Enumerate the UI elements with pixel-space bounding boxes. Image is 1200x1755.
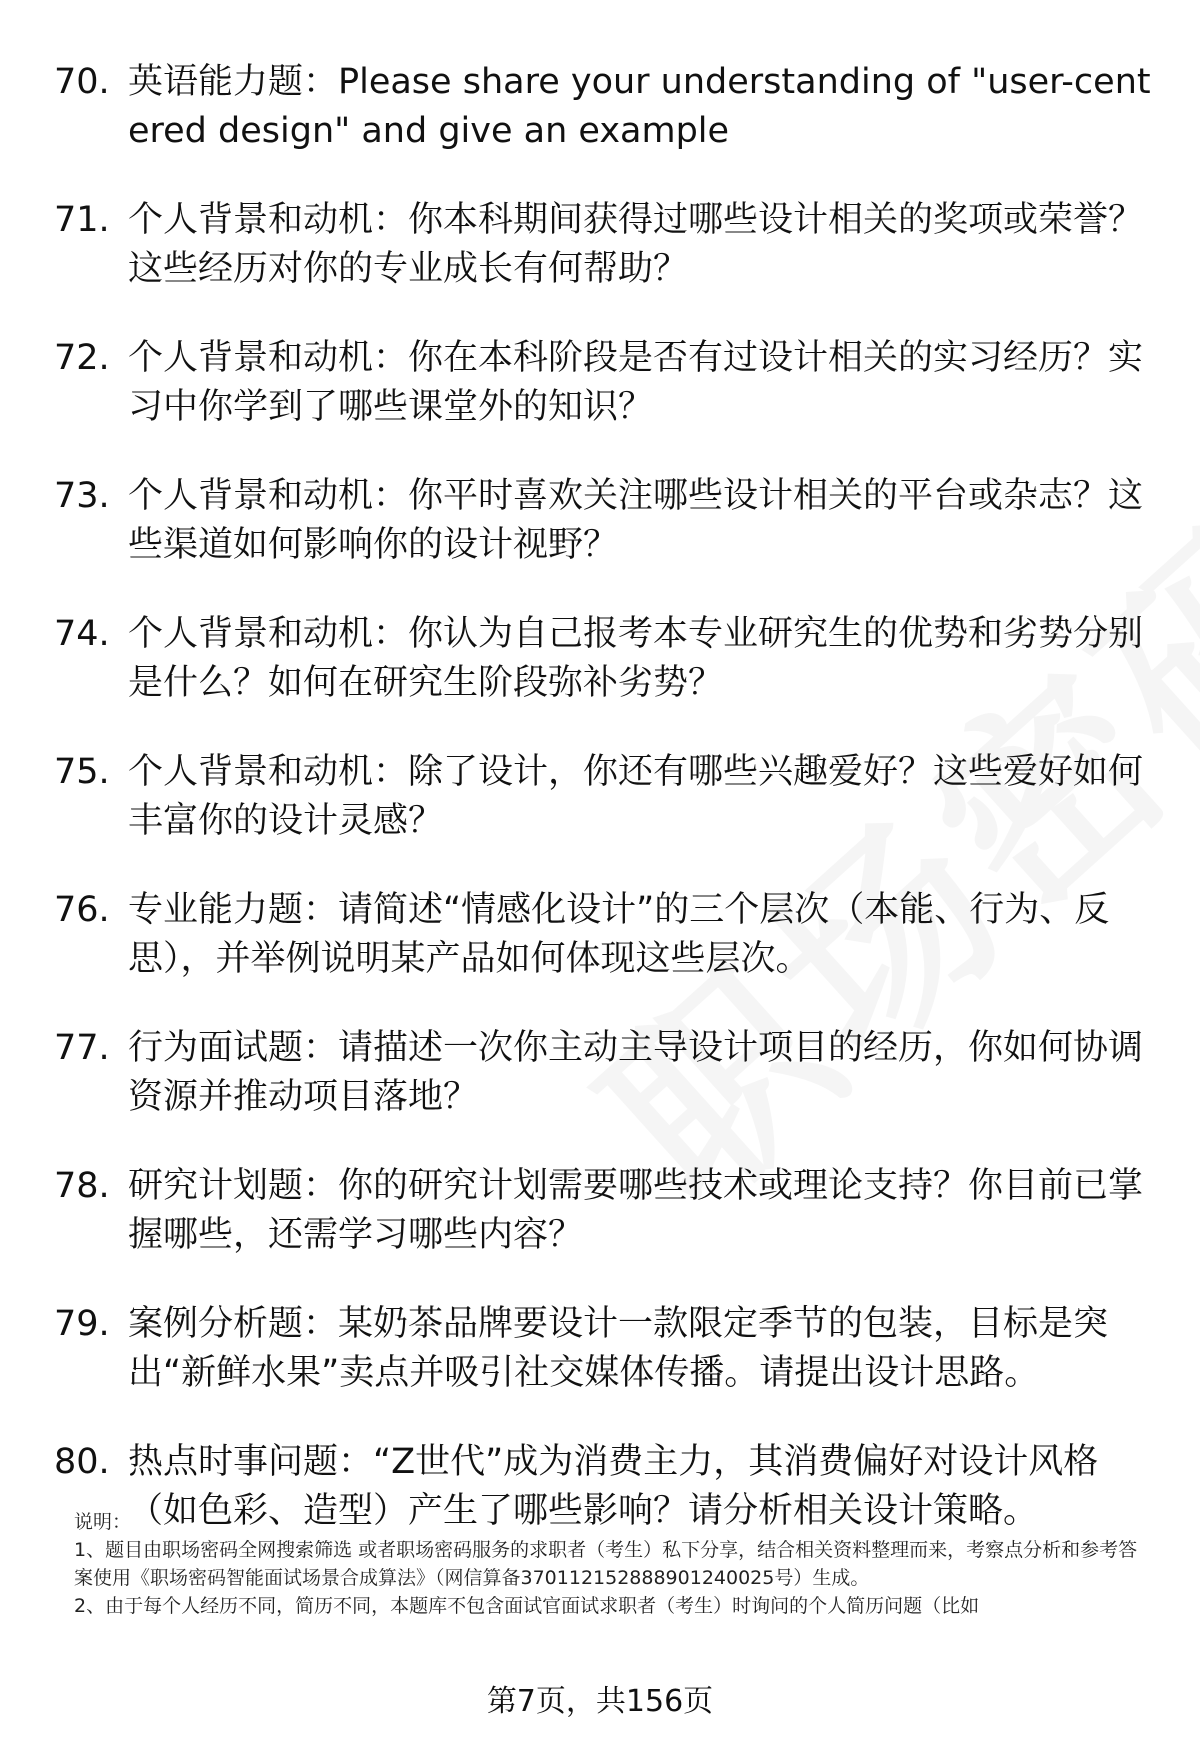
question-number: 76. [54, 890, 110, 930]
question-item [54, 196, 1164, 294]
question-number: 77. [54, 1028, 110, 1068]
question-text: 英语能力题：Please share your understanding of "user-centered design" and give an example [128, 62, 1151, 151]
question-number: 78. [54, 1166, 110, 1206]
question-text: 个人背景和动机：除了设计，你还有哪些兴趣爱好？这些爱好如何丰富你的设计灵感？ [128, 752, 1144, 841]
question-number: 75. [54, 752, 110, 792]
page-number: 第7页，共156页 [486, 1684, 714, 1719]
question-text: 个人背景和动机：你本科期间获得过哪些设计相关的奖项或荣誉？这些经历对你的专业成长有何帮助？ [128, 200, 1144, 289]
question-text: 专业能力题：请简述“情感化设计”的三个层次（本能、行为、反思），并举例说明某产品如何体现这些层次。 [128, 890, 1110, 979]
question-item [54, 748, 1164, 846]
notes-title: 说明： [74, 1511, 132, 1533]
question-text: 热点时事问题：“Z世代”成为消费主力，其消费偏好对设计风格（如色彩、造型）产生了哪些影响？请分析相关设计策略。 [128, 1442, 1099, 1531]
question-number: 79. [54, 1304, 110, 1344]
question-list [54, 58, 1164, 1576]
note-item: 2、由于每个人经历不同，简历不同，本题库不包含面试官面试求职者（考生）时询问的个人简历问题（比如 [74, 1595, 980, 1617]
question-number: 73. [54, 476, 110, 516]
note-item: 1、题目由职场密码全网搜索筛选 或者职场密码服务的求职者（考生）私下分享，结合相关资料整理而来，考察点分析和参考答案使用《职场密码智能面试场景合成算法》（网信算备370112152888901240025号）生成。 [74, 1539, 1138, 1589]
question-text: 研究计划题：你的研究计划需要哪些技术或理论支持？你目前已掌握哪些，还需学习哪些内容？ [128, 1166, 1144, 1255]
question-number: 72. [54, 338, 110, 378]
question-text: 个人背景和动机：你在本科阶段是否有过设计相关的实习经历？实习中你学到了哪些课堂外的知识？ [128, 338, 1144, 427]
question-item [54, 1300, 1164, 1398]
question-item [54, 58, 1164, 156]
question-number: 71. [54, 200, 110, 240]
question-item [54, 334, 1164, 432]
question-item [54, 886, 1164, 984]
question-text: 案例分析题：某奶茶品牌要设计一款限定季节的包装，目标是突出“新鲜水果”卖点并吸引社交媒体传播。请提出设计思路。 [128, 1304, 1109, 1393]
question-number: 80. [54, 1442, 110, 1482]
notes-section [74, 1508, 1154, 1620]
question-item [54, 472, 1164, 570]
question-item [54, 610, 1164, 708]
question-item [54, 1162, 1164, 1260]
question-text: 行为面试题：请描述一次你主动主导设计项目的经历，你如何协调资源并推动项目落地？ [128, 1028, 1144, 1117]
question-number: 74. [54, 614, 110, 654]
question-item [54, 1024, 1164, 1122]
question-text: 个人背景和动机：你认为自己报考本专业研究生的优势和劣势分别是什么？如何在研究生阶段弥补劣势？ [128, 614, 1144, 703]
question-text: 个人背景和动机：你平时喜欢关注哪些设计相关的平台或杂志？这些渠道如何影响你的设计视野？ [128, 476, 1144, 565]
question-number: 70. [54, 62, 110, 102]
